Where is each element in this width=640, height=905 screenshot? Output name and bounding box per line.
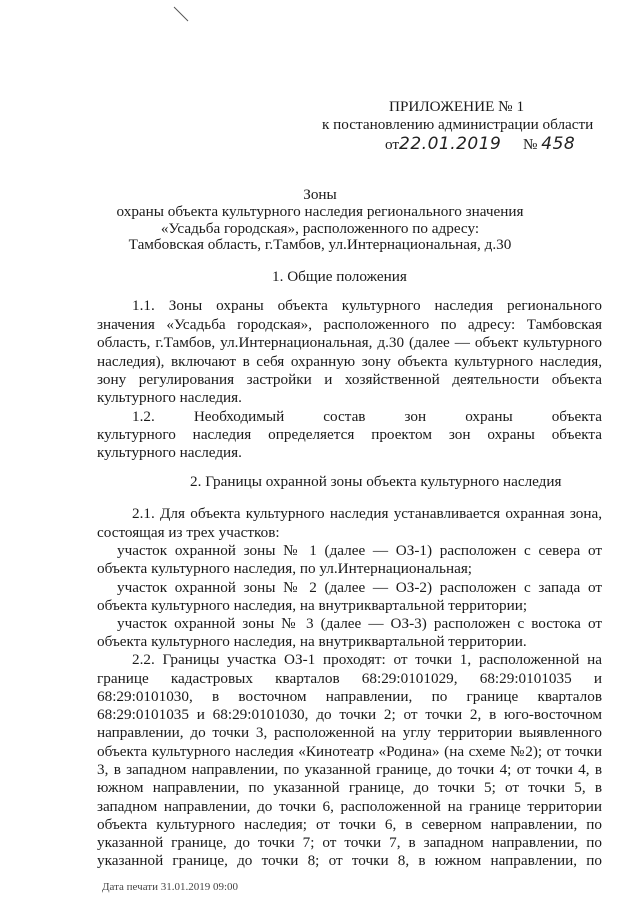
paragraph-line: состоящая из трех участков: [97, 524, 280, 541]
paragraph-line: 3, в западном направлении, по указанной границе, до точки 4; от точки 4, в [97, 761, 602, 778]
paragraph-line: объекта культурного наследия «Кинотеатр «Родина» (на схеме №2); от точки [97, 743, 602, 760]
title-line-4: Тамбовская область, г.Тамбов, ул.Интернациональная, д.30 [128, 236, 512, 253]
title-line-3: «Усадьба городская», расположенного по адресу: [160, 220, 480, 237]
from-prefix: от [385, 136, 400, 153]
title-line-1: Зоны [303, 186, 337, 203]
paragraph-line: объекта культурного наследия, на внутриквартальной территории. [97, 633, 527, 650]
paragraph-line: 2.2. Границы участка ОЗ-1 проходят: от точки 1, расположенной на [132, 651, 602, 668]
paragraph-line: участок охранной зоны № 1 (далее — ОЗ-1) расположен с севера от [117, 542, 602, 559]
paragraph-line: направлении, до точки 3, расположенной на углу территории выявленного [97, 724, 602, 741]
number-prefix: № [522, 136, 538, 153]
section-1-heading: 1. Общие положения [272, 268, 407, 285]
section-2-heading: 2. Границы охранной зоны объекта культурного наследия [190, 473, 562, 490]
paragraph-line: культурного наследия. [97, 444, 242, 461]
paragraph-line: 1.1. Зоны охраны объекта культурного наследия регионального [132, 297, 602, 314]
paragraph-line: участок охранной зоны № 3 (далее — ОЗ-3) расположен с востока от [117, 615, 602, 632]
paragraph-line: указанной границе, до точки 8; от точки 8, в южном направлении, по [97, 852, 602, 869]
title-line-2: охраны объекта культурного наследия регионального значения [116, 203, 524, 220]
resolution-line: к постановлению администрации области [322, 116, 594, 133]
scan-mark-stroke [173, 6, 189, 22]
handwritten-number: 458 [541, 134, 576, 154]
paragraph-line: указанной границе, до точки 7; от точки 7, в западном направлении, по [97, 834, 602, 851]
paragraph-line: 68:29:0101030, в восточном направлении, по границе кварталов [97, 688, 602, 705]
appendix-title: ПРИЛОЖЕНИЕ № 1 [389, 98, 525, 115]
paragraph-line: культурного наследия. [97, 389, 242, 406]
paragraph-line: участок охранной зоны № 2 (далее — ОЗ-2) расположен с запада от [117, 579, 602, 596]
paragraph-line: южном направлении, по указанной границе, до точки 5; от точки 5, в [97, 779, 602, 796]
paragraph-line: границе кадастровых кварталов 68:29:0101029, 68:29:0101035 и [97, 670, 602, 687]
paragraph-line: 2.1. Для объекта культурного наследия устанавливается охранная зона, [132, 505, 602, 522]
paragraph-line: зону регулирования застройки и хозяйственной деятельности объекта [97, 371, 602, 388]
paragraph-line: 1.2. Необходимый состав зон охраны объекта [132, 408, 602, 425]
paragraph-line: культурного наследия определяется проектом зон охраны объекта [97, 426, 602, 443]
paragraph-line: западном направлении, до точки 6, расположенной на границе территории [97, 798, 602, 815]
handwritten-date: 22.01.2019 [399, 134, 502, 154]
paragraph-line: значения «Усадьба городская», расположенного по адресу: Тамбовская [97, 316, 602, 333]
paragraph-line: 68:29:0101035 и 68:29:0101030, до точки 2; от точки 2, в юго-восточном [97, 706, 602, 723]
paragraph-line: область, г.Тамбов, ул.Интернациональная, д.30 (далее — объект культурного [97, 334, 602, 351]
date-line [385, 134, 575, 154]
paragraph-line: наследия), включают в себя охранную зону объекта культурного наследия, [97, 353, 602, 370]
paragraph-line: объекта культурного наследия, на внутриквартальной территории; [97, 597, 528, 614]
paragraph-line: объекта культурного наследия, по ул.Интернациональная; [97, 560, 473, 577]
paragraph-line: объекта культурного наследия; от точки 6, в северном направлении, по [97, 816, 602, 833]
print-date: Дата печати 31.01.2019 09:00 [102, 881, 239, 893]
